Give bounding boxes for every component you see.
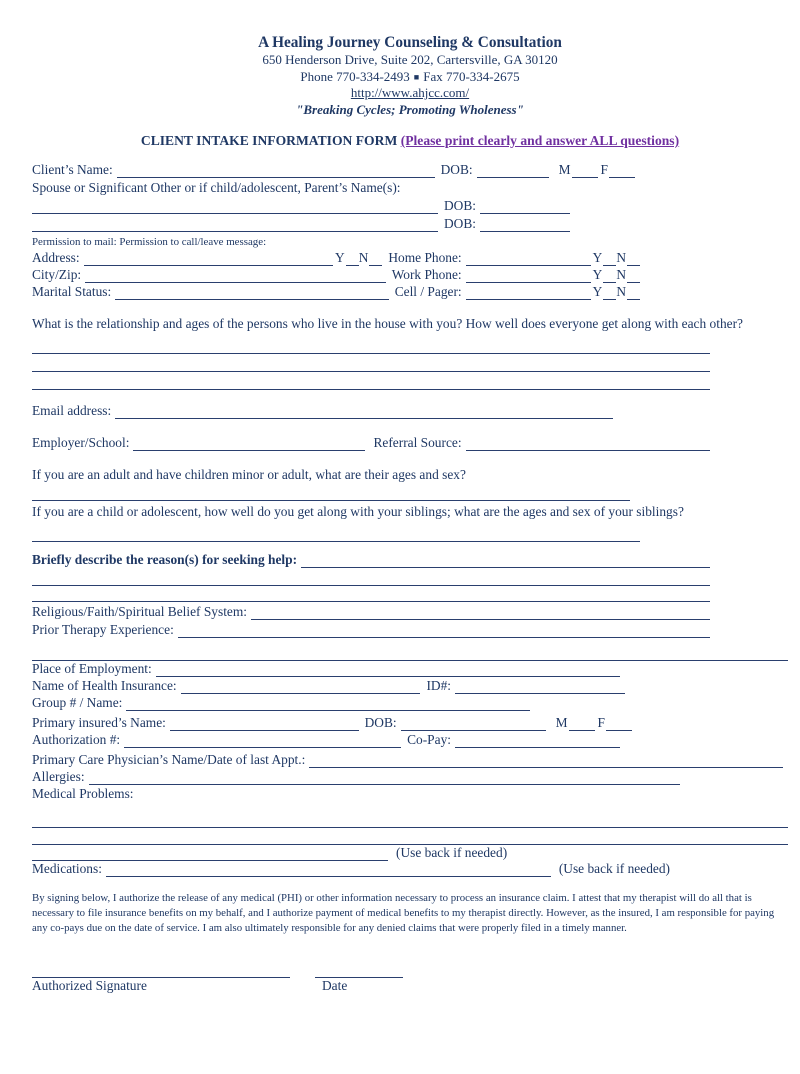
primary-insured-line: [170, 716, 359, 731]
medications-label: Medications:: [32, 860, 102, 876]
group-row: [32, 695, 788, 711]
org-tagline: "Breaking Cycles; Promoting Wholeness": [296, 101, 524, 117]
dob-label: DOB:: [364, 714, 397, 730]
work-phone-line: [466, 268, 591, 283]
mail-yes-line: [346, 251, 359, 266]
email-label: Email address:: [32, 402, 112, 418]
form-title-note: (Please print clearly and answer ALL questions): [400, 133, 680, 148]
medical-useback-row: [32, 845, 788, 861]
female-label: F: [597, 714, 605, 730]
email-line: [115, 404, 613, 419]
health-insurance-line: [181, 679, 421, 694]
parent2-dob-line: [480, 217, 570, 232]
authorization-row: [32, 732, 788, 748]
medical-problems-row: [32, 786, 788, 802]
parent1-dob-line: [480, 199, 570, 214]
medical-problems-label: Medical Problems:: [32, 785, 134, 801]
letterhead: [32, 34, 788, 118]
group-name-line: [126, 696, 530, 711]
health-insurance-label: Name of Health Insurance:: [32, 677, 177, 693]
city-zip-line: [85, 268, 386, 283]
insurance-disclaimer: By signing below, I authorize the release of any medical (PHI) or other information necessary to process an insurance claim. I attest that my therapist will do all that is necessary to file insurance benefits on my behalf, and I authorize payment of medical benefits to my therapist directly. However, as the insured, I am responsible for paying any co-pays due on the date of service. I am also ultimately responsible for any denied claims that were properly filed in a timely manner.: [32, 891, 775, 935]
spouse-label-row: [32, 180, 788, 196]
client-name-row: [32, 162, 788, 178]
siblings-question: If you are a child or adolescent, how well do you get along with your siblings; what are the ages and sex of your siblings?: [32, 504, 684, 519]
address-label: Address:: [32, 250, 80, 265]
id-number-line: [455, 679, 625, 694]
male-check-line: [572, 163, 598, 178]
date-label: Date: [322, 978, 348, 994]
reason-row: [32, 552, 788, 568]
dob-label: DOB:: [444, 198, 476, 213]
work-yes-label: Y: [592, 267, 603, 282]
siblings-answer-line: [32, 521, 640, 542]
cell-yes-line: [603, 285, 616, 300]
org-name: A Healing Journey Counseling & Consultation: [258, 34, 562, 51]
use-back-note: (Use back if needed): [396, 844, 508, 860]
physician-label: Primary Care Physician’s Name/Date of last Appt.:: [32, 751, 306, 767]
signature-labels-row: [32, 978, 788, 994]
reason-line: [301, 553, 710, 568]
fax-label: Fax 770-334-2675: [423, 68, 520, 84]
home-yes-line: [603, 251, 616, 266]
primary-insured-label: Primary insured’s Name:: [32, 714, 166, 730]
parent2-row: [32, 216, 788, 232]
mail-yes-label: Y: [335, 250, 345, 265]
cell-yes-label: Y: [592, 284, 603, 299]
reason-label: Briefly describe the reason(s) for seeking help:: [32, 551, 298, 567]
city-zip-label: City/Zip:: [32, 267, 82, 282]
referral-source-label: Referral Source:: [373, 434, 462, 450]
use-back-note: (Use back if needed): [558, 860, 670, 876]
parent2-name-line: [32, 217, 438, 232]
authorization-line: [124, 733, 401, 748]
signature-lines-row: [32, 963, 788, 978]
form-title: [32, 133, 788, 149]
date-line: [315, 963, 403, 978]
work-no-label: N: [616, 267, 626, 282]
primary-male-line: [569, 716, 595, 731]
medical-problems-line: [32, 828, 788, 845]
prior-therapy-label: Prior Therapy Experience:: [32, 621, 174, 637]
form-title-main: CLIENT INTAKE INFORMATION FORM: [140, 133, 401, 148]
religious-line: [251, 605, 710, 620]
household-answer-line: [32, 354, 710, 372]
cell-no-line: [627, 285, 640, 300]
home-no-label: N: [616, 250, 626, 265]
primary-insured-row: [32, 715, 788, 731]
household-answer-line: [32, 372, 710, 390]
home-phone-line: [466, 251, 591, 266]
religious-row: [32, 604, 788, 620]
religious-label: Religious/Faith/Spiritual Belief System:: [32, 603, 247, 619]
children-answer-line: [32, 483, 630, 501]
household-question: What is the relationship and ages of the persons who live in the house with you? How well does everyone get along with each other?: [32, 316, 743, 331]
medications-row: [32, 861, 788, 877]
city-zip-row: [32, 267, 788, 283]
household-answer-line: [32, 336, 710, 354]
dob-line: [477, 163, 549, 178]
medical-problems-line: [32, 846, 388, 861]
address-row: [32, 250, 788, 266]
phone-label: Phone 770-334-2493: [300, 68, 410, 84]
authorization-label: Authorization #:: [32, 731, 121, 747]
dob-label: DOB:: [440, 162, 473, 177]
employer-school-line: [133, 436, 365, 451]
org-address: 650 Henderson Drive, Suite 202, Cartersville, GA 30120: [262, 52, 558, 67]
cell-pager-line: [466, 285, 591, 300]
home-no-line: [627, 251, 640, 266]
marital-status-line: [115, 285, 388, 300]
medical-problems-line: [32, 811, 788, 828]
org-phone-fax: [32, 69, 788, 86]
female-check-line: [609, 163, 635, 178]
cell-no-label: N: [616, 284, 626, 299]
employer-school-label: Employer/School:: [32, 434, 130, 450]
insurance-row: [32, 678, 788, 694]
employment-label: Place of Employment:: [32, 660, 152, 676]
physician-row: [32, 752, 788, 768]
male-label: M: [555, 714, 568, 730]
home-yes-label: Y: [592, 250, 603, 265]
female-label: F: [600, 162, 608, 177]
allergies-row: [32, 769, 788, 785]
copay-label: Co-Pay:: [407, 731, 451, 747]
home-phone-label: Home Phone:: [388, 250, 462, 265]
children-question: If you are an adult and have children minor or adult, what are their ages and sex?: [32, 466, 466, 482]
reason-answer-line: [32, 586, 710, 602]
address-line: [84, 251, 333, 266]
prior-therapy-extra-line: [32, 638, 788, 661]
marital-status-label: Marital Status:: [32, 284, 112, 299]
employment-row: [32, 661, 788, 677]
medications-line: [106, 862, 551, 877]
dob-label: DOB:: [444, 216, 476, 231]
primary-female-line: [606, 716, 632, 731]
allergies-line: [89, 770, 680, 785]
client-name-line: [117, 163, 435, 178]
parent1-row: [32, 198, 788, 214]
work-no-line: [627, 268, 640, 283]
employment-line: [156, 662, 620, 677]
primary-insured-dob-line: [401, 716, 546, 731]
group-name-label: Group # / Name:: [32, 694, 123, 710]
prior-therapy-line: [178, 623, 710, 638]
permission-label: Permission to mail: Permission to call/leave message:: [32, 236, 267, 248]
work-yes-line: [603, 268, 616, 283]
mail-no-label: N: [358, 250, 369, 265]
client-name-label: Client’s Name:: [32, 162, 113, 177]
spouse-label: Spouse or Significant Other or if child/adolescent, Parent’s Name(s):: [32, 180, 401, 195]
parent1-name-line: [32, 199, 438, 214]
allergies-label: Allergies:: [32, 768, 85, 784]
id-number-label: ID#:: [426, 677, 451, 693]
referral-source-line: [466, 436, 710, 451]
male-label: M: [558, 162, 571, 177]
work-phone-label: Work Phone:: [391, 267, 462, 282]
physician-line: [309, 753, 783, 768]
email-row: [32, 403, 788, 419]
cell-pager-label: Cell / Pager:: [394, 284, 462, 299]
reason-answer-line: [32, 568, 710, 586]
marital-status-row: [32, 284, 788, 300]
prior-therapy-row: [32, 622, 788, 638]
authorized-signature-label: Authorized Signature: [32, 978, 147, 994]
employer-row: [32, 435, 788, 451]
signature-line: [32, 963, 290, 978]
copay-line: [455, 733, 620, 748]
square-bullet-icon: ■: [413, 71, 420, 82]
org-url-link[interactable]: http://www.ahjcc.com/: [350, 85, 470, 100]
mail-no-line: [369, 251, 382, 266]
